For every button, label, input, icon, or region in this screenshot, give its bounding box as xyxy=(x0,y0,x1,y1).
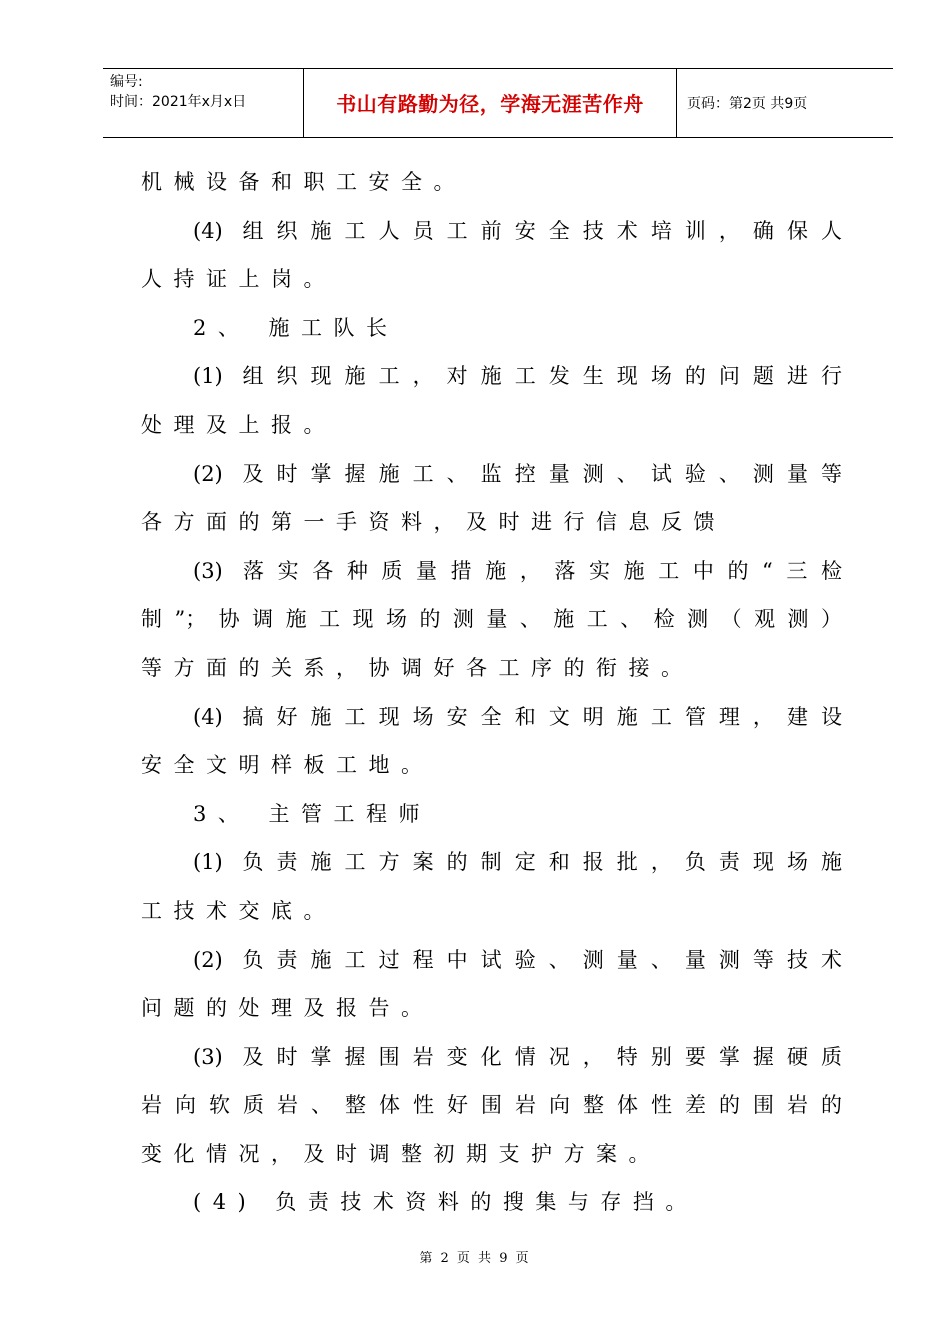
header-meta-cell xyxy=(103,69,304,137)
document-number-label: 编号: xyxy=(110,74,143,90)
text-line: (4) 组织施工人员工前安全技术培训，确保人 xyxy=(193,218,842,243)
text-line: 制”；协调施工现场的测量、施工、检测（观测） xyxy=(141,607,842,632)
text-line: (3) 落实各种质量措施，落实施工中的“三检 xyxy=(193,558,842,583)
section-heading: 3、 主管工程师 xyxy=(193,801,432,826)
header-motto-cell xyxy=(304,69,677,137)
section-heading: 2、 施工队长 xyxy=(193,315,399,340)
text-line: 变化情况，及时调整初期支护方案。 xyxy=(141,1141,661,1166)
text-line: 工技术交底。 xyxy=(141,898,336,923)
document-body xyxy=(141,158,842,1227)
text-line: 问题的处理及报告。 xyxy=(141,996,434,1021)
header-page-number: 页码：第2页 共9页 xyxy=(687,96,808,112)
text-line: (2) 负责施工过程中试验、测量、量测等技术 xyxy=(193,947,842,972)
page-footer: 第 2 页 共 9 页 xyxy=(419,1251,531,1266)
text-line: 各方面的第一手资料，及时进行信息反馈 xyxy=(141,510,726,535)
text-line: 机械设备和职工安全。 xyxy=(141,170,466,194)
text-line: (2) 及时掌握施工、监控量测、试验、测量等 xyxy=(193,461,842,486)
header-page-cell xyxy=(677,69,893,137)
page-header xyxy=(103,68,893,138)
text-line: (4) 负责技术资料的搜集与存挡。 xyxy=(193,1190,698,1215)
text-line: (1) 组织现施工，对施工发生现场的问题进行 xyxy=(193,364,842,389)
text-line: 安全文明样板工地。 xyxy=(141,753,434,778)
text-line: 人持证上岗。 xyxy=(141,267,336,292)
text-line: 处理及上报。 xyxy=(141,412,336,437)
text-line: (1) 负责施工方案的制定和报批，负责现场施 xyxy=(193,850,842,875)
text-line: (3) 及时掌握围岩变化情况，特别要掌握硬质 xyxy=(193,1044,842,1069)
text-line: 岩向软质岩、整体性好围岩向整体性差的围岩的 xyxy=(141,1093,842,1118)
header-motto: 书山有路勤为径，学海无涯苦作舟 xyxy=(336,92,644,116)
document-time-label: 时间：2021年x月x日 xyxy=(110,94,247,110)
text-line: 等方面的关系，协调好各工序的衔接。 xyxy=(141,655,694,680)
text-line: (4) 搞好施工现场安全和文明施工管理，建设 xyxy=(193,704,842,729)
